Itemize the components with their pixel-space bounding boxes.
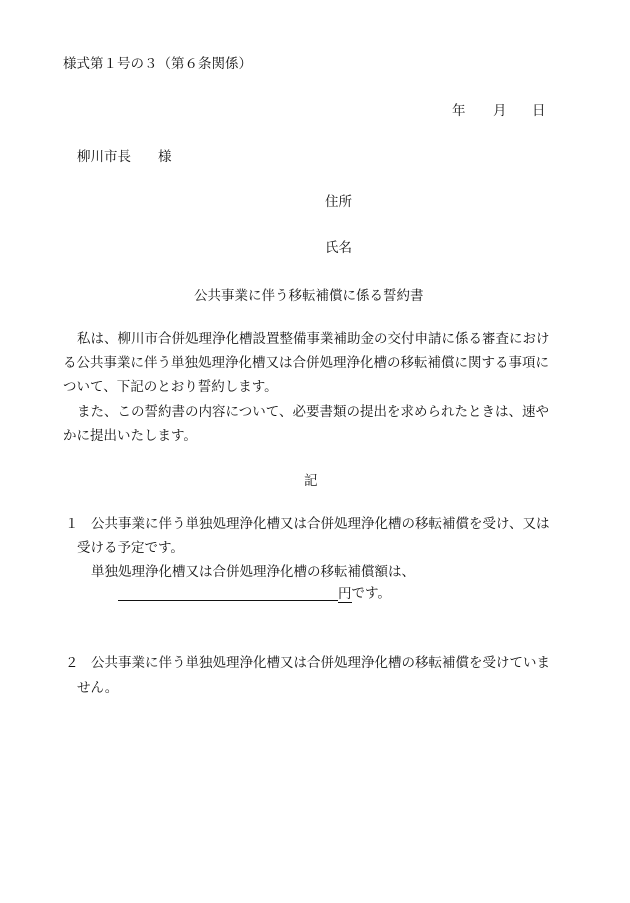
date-year: 年 xyxy=(452,103,466,119)
body-p1-line1: 私は、柳川市合併処理浄化槽設置整備事業補助金の交付申請に係る審査におけ xyxy=(77,331,550,347)
item1-line2: 受ける予定です。 xyxy=(77,540,184,556)
form-number: 様式第１号の３（第６条関係） xyxy=(63,56,252,72)
name-label: 氏名 xyxy=(325,240,352,256)
amount-blank xyxy=(118,586,338,601)
item2-line2: せん。 xyxy=(77,680,119,696)
address-label: 住所 xyxy=(325,194,352,210)
date-month: 月 xyxy=(493,103,507,119)
ki-heading: 記 xyxy=(304,473,318,489)
body-p1-line3: ついて、下記のとおり誓約します。 xyxy=(63,379,278,395)
item1-number: １ xyxy=(65,516,79,532)
body-p2-line2: かに提出いたします。 xyxy=(63,428,197,444)
item2-number: ２ xyxy=(65,655,79,671)
item1-line3: 単独処理浄化槽又は合併処理浄化槽の移転補償額は、 xyxy=(91,564,415,580)
item1-line1: 公共事業に伴う単独処理浄化槽又は合併処理浄化槽の移転補償を受け、又は xyxy=(91,516,550,532)
addressee: 柳川市長 様 xyxy=(77,149,172,165)
date-day: 日 xyxy=(532,103,546,119)
document-title: 公共事業に伴う移転補償に係る誓約書 xyxy=(194,288,424,304)
item1-amount-line xyxy=(118,586,391,601)
item2-line1: 公共事業に伴う単独処理浄化槽又は合併処理浄化槽の移転補償を受けていま xyxy=(91,655,550,671)
yen-label: 円 xyxy=(338,585,352,602)
body-p2-line1: また、この誓約書の内容について、必要書類の提出を求められたときは、速や xyxy=(77,404,549,420)
body-p1-line2: る公共事業に伴う単独処理浄化槽又は合併処理浄化槽の移転補償に関する事項に xyxy=(63,355,549,371)
desu-label: です。 xyxy=(351,585,391,602)
